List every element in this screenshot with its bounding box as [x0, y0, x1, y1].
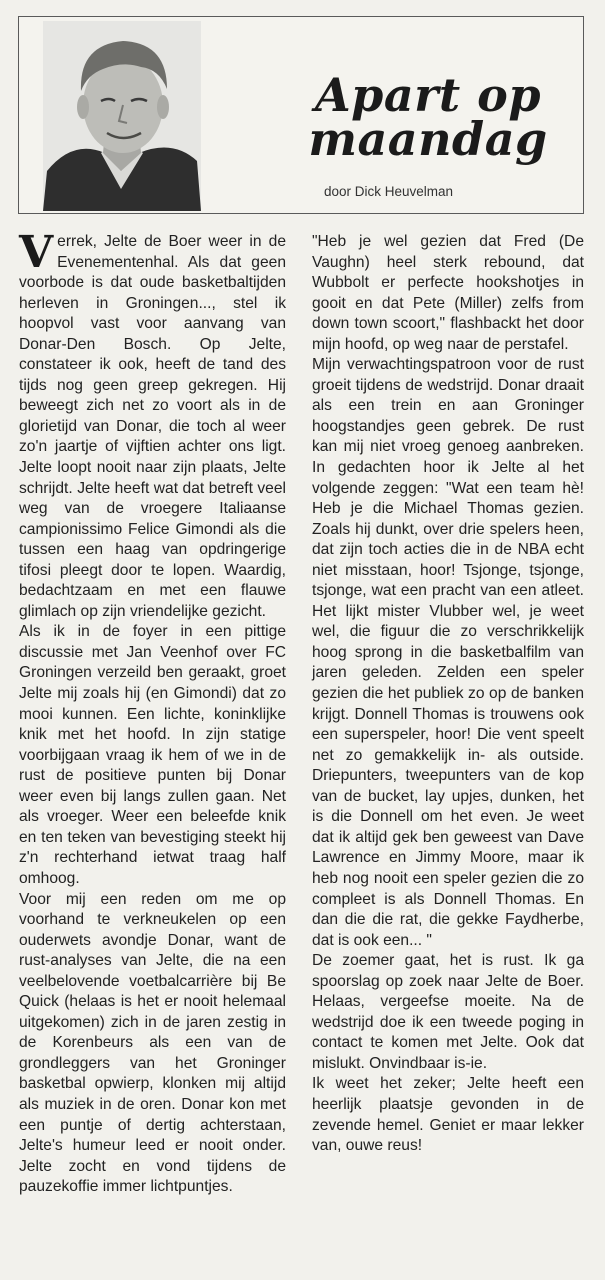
article-title — [283, 68, 573, 166]
column-left — [19, 227, 286, 1198]
byline: door Dick Heuvelman — [324, 184, 454, 199]
paragraph: "Heb je wel gezien dat Fred (De Vaughn) heel sterk rebound, dat Wubbolt er perfecte hookshotjes in gooit en dat Pete (Miller) zelfs from down town scoort," flashbackt het door mijn hoofd, op weg naar de perstafel. — [312, 233, 584, 353]
paragraph: De zoemer gaat, het is rust. Ik ga spoorslag op zoek naar Jelte de Boer. Helaas, vergeefse moeite. Na de wedstrijd doe ik een tweede poging in contact te komen met Jelte. Ook dat mislukt. Onvindbaar is-ie. — [312, 952, 584, 1072]
paragraph-text: errek, Jelte de Boer weer in de Evenementenhal. Als dat geen voorbode is dat oude basketbaltijden herleven in Groningen..., stel ik hoopvol vast voor aanvang van Donar-Den Bosch. Op Jelte, constateer ik ook, heeft de tand des tijds nog geen greep gekregen. Hij beweegt zich net zo voort als in de glorietijd van Donar, die toch al weer zo'n jaartje of vijftien achter ons ligt. Jelte loopt nooit naar zijn plaats, Jelte schrijdt. Jelte heeft wat dat betreft veel weg van de vroegere Italiaanse campionissimo Felice Gimondi als die tussen een haag van opdringerige tifosi pleegt door te lopen. Waardig, bedachtzaam en met een flauwe glimlach op zijn vriendelijke gezicht. — [19, 233, 286, 620]
paragraph: Mijn verwachtingspatroon voor de rust groeit tijdens de wedstrijd. Donar draait als een trein en aan Groninger hoogstandjes geen gebrek. De rust kan mij niet vroeg genoeg aanbreken. In gedachten hoor ik Jelte al het volgende zeggen: "Wat een team hè! Heb je die Michael Thomas gezien. Zoals hij dunkt, over drie spelers heen, dat zijn toch acties die in de NBA echt niet misstaan, hoor! Tsjonge, tsjonge, tsjonge, wat een pracht van een atleet. Het lijkt mister Vlubber wel, je weet wel, die figuur die zo verschrikkelijk hoog sprong in die basketbalfilm van jaren geleden. Zelden een speler gezien die het publiek zo op de banken krijgt. Donnell Thomas is trouwens ook een superspeler, hoor! Die vent speelt net zo gemakkelijk in- als outside. Driepunters, tweepunters van de kop van de bucket, lay upjes, dunken, het is die Donnell om het even. Je weet dat ik altijd gek ben geweest van Dave Lawrence en Jimmy Moore, maar ik heb nog nooit een speler gezien die zo compleet is als Donnell Thomas. En dan die die rat, die gekke Faydherbe, dat is ook een... " — [312, 356, 584, 949]
paragraph — [19, 227, 286, 622]
author-photo — [43, 21, 201, 211]
paragraph: Ik weet het zeker; Jelte heeft een heerlijk plaatsje gevonden in de zevende hemel. Geniet er maar lekker van, ouwe reus! — [312, 1075, 584, 1155]
column-right — [312, 232, 584, 1157]
title-line-2: maandag — [308, 112, 548, 166]
paragraph: Als ik in de foyer in een pittige discussie met Jan Veenhof over FC Groningen verzeild ben geraakt, groet Jelte mij zoals hij (en Gimondi) dat zo mooi kunnen. Een lichte, koninklijke knik met het hoofd. In zijn statige voorbijgaan vraag ik hem of we in de rust de positieve punten bij Donar weer even bij langs zullen gaan. Net als vroeger. Weer een beleefde knik en ten teken van bevestiging steekt hij z'n rechterhand ietwat traag half omhoog. — [19, 623, 286, 887]
drop-cap: V — [19, 227, 54, 278]
article-header — [18, 16, 584, 214]
paragraph: Voor mij een reden om me op voorhand te verkneukelen op een ouderwets avondje Donar, want de rust-analyses van Jelte, die na een veelbelovende voetbalcarrière bij Be Quick (helaas is het er nooit helemaal uitgekomen) zich in de jaren zestig in de Korenbeurs als een van de grondleggers van het Groninger basketbal opwierp, klonken mij altijd als muziek in de oren. Donar kon met een puntje of dertig achterstaan, Jelte's humeur leed er nooit onder. Jelte zocht en vond tijdens de pauzekoffie immer lichtpuntjes. — [19, 890, 286, 1196]
title-line-1: Apart op — [314, 68, 541, 122]
